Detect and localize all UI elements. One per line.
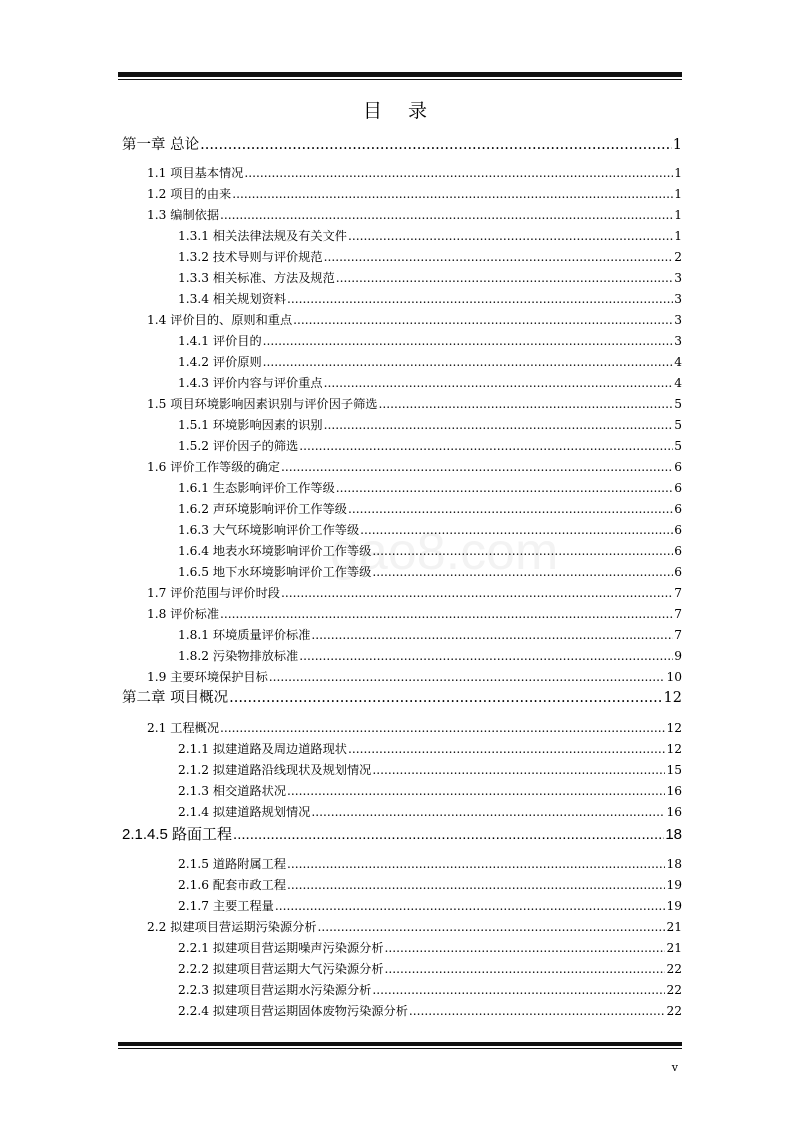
toc-leader-dots (281, 461, 673, 473)
toc-entry-page: 21 (666, 920, 682, 934)
toc-entry-label: 1.3.4 相关规划资料 (178, 292, 287, 306)
toc-leader-dots (299, 650, 673, 662)
toc-leader-dots (244, 167, 673, 179)
toc-entry[interactable] (178, 545, 682, 557)
footer-rule-thin (118, 1048, 682, 1049)
toc-leader-dots (324, 377, 674, 389)
toc-entry-label: 1.8.2 污染物排放标准 (178, 649, 299, 663)
toc-entry-page: 5 (674, 397, 682, 411)
toc-entry-page: 15 (666, 763, 682, 777)
toc-leader-dots (299, 440, 673, 452)
toc-entry[interactable] (178, 806, 682, 818)
toc-leader-dots (311, 806, 665, 818)
toc-entry-label: 2.1.5 道路附属工程 (178, 857, 287, 871)
toc-entry-label: 1.6.4 地表水环境影响评价工作等级 (178, 544, 372, 558)
toc-entry[interactable] (147, 587, 682, 599)
toc-entry-page: 6 (674, 544, 682, 558)
toc-entry-page: 22 (666, 962, 682, 976)
toc-entry-page: 7 (674, 628, 682, 642)
toc-entry-label: 1.5.2 评价因子的筛选 (178, 439, 299, 453)
toc-entry-label: 第一章 总论 (122, 137, 200, 153)
toc-entry[interactable] (178, 566, 682, 578)
toc-entry-page: 1 (674, 187, 682, 201)
toc-entry-label: 1.6 评价工作等级的确定 (147, 460, 280, 474)
toc-entry-label: 2.1.3 相交道路状况 (178, 784, 287, 798)
toc-entry-label: 1.3.1 相关法律法规及有关文件 (178, 229, 347, 243)
toc-entry-page: 7 (674, 607, 682, 621)
toc-entry-page: 6 (674, 481, 682, 495)
toc-leader-dots (336, 482, 673, 494)
toc-leader-dots (348, 230, 673, 242)
toc-leader-dots (372, 984, 665, 996)
toc-entry-page: 3 (674, 271, 682, 285)
toc-leader-dots (378, 398, 673, 410)
toc-entry-page: 12 (666, 721, 682, 735)
toc-entry-page: 12 (663, 690, 682, 706)
toc-entry-page: 18 (665, 826, 682, 843)
toc-leader-dots (385, 942, 666, 954)
toc-entry[interactable] (178, 1005, 682, 1017)
toc-entry-label: 1.5.1 环境影响因素的识别 (178, 418, 323, 432)
toc-leader-dots (287, 785, 665, 797)
toc-entry[interactable] (122, 138, 682, 153)
toc-entry-page: 10 (666, 670, 682, 684)
toc-entry-page: 4 (674, 376, 682, 390)
toc-entry[interactable] (122, 691, 682, 706)
toc-leader-dots (232, 188, 673, 200)
toc-entry-label: 1.9 主要环境保护目标 (147, 670, 268, 684)
toc-leader-dots (293, 314, 673, 326)
toc-entry[interactable] (147, 608, 682, 620)
toc-entry-label: 1.6.1 生态影响评价工作等级 (178, 481, 335, 495)
toc-entry-page: 19 (666, 899, 682, 913)
toc-leader-dots (372, 545, 673, 557)
toc-entry[interactable] (147, 398, 682, 410)
toc-entry[interactable] (178, 743, 682, 755)
toc-entry-label: 2.1 工程概况 (147, 721, 220, 735)
toc-entry-label: 1.2 项目的由来 (147, 187, 232, 201)
toc-entry-label: 2.2.2 拟建项目营运期大气污染源分析 (178, 962, 384, 976)
toc-entry-label: 1.1 项目基本情况 (147, 166, 244, 180)
toc-entry-page: 4 (674, 355, 682, 369)
toc-entry-page: 16 (666, 784, 682, 798)
toc-entry[interactable] (178, 272, 682, 284)
toc-leader-dots (269, 671, 666, 683)
toc-leader-dots (287, 293, 673, 305)
toc-entry[interactable] (178, 251, 682, 263)
toc-entry-page: 9 (674, 649, 682, 663)
toc-entry[interactable] (178, 879, 682, 891)
toc-entry-page: 22 (666, 1004, 682, 1018)
toc-entry-page: 1 (674, 208, 682, 222)
toc-entry[interactable] (178, 356, 682, 368)
toc-leader-dots (324, 419, 674, 431)
toc-entry-label: 2.2.1 拟建项目营运期噪声污染源分析 (178, 941, 384, 955)
footer-rule (118, 1042, 682, 1046)
toc-leader-dots (287, 858, 665, 870)
toc-leader-dots (263, 356, 674, 368)
toc-entry-page: 6 (674, 502, 682, 516)
toc-leader-dots (233, 827, 664, 842)
toc-leader-dots (360, 524, 673, 536)
toc-entry-label: 1.4 评价目的、原则和重点 (147, 313, 293, 327)
watermark: gao8.com (330, 523, 559, 581)
toc-entry[interactable] (178, 230, 682, 242)
toc-entry-page: 2 (674, 250, 682, 264)
toc-leader-dots (287, 879, 665, 891)
toc-entry-label: 2.1.7 主要工程量 (178, 899, 274, 913)
toc-entry[interactable] (147, 722, 682, 734)
toc-entry-label: 1.4.3 评价内容与评价重点 (178, 376, 323, 390)
toc-entry[interactable] (147, 209, 682, 221)
toc-entry-label: 1.3.2 技术导则与评价规范 (178, 250, 323, 264)
toc-leader-dots (263, 335, 674, 347)
toc-entry-label: 2.2 拟建项目营运期污染源分析 (147, 920, 317, 934)
toc-leader-dots (229, 691, 662, 706)
toc-entry[interactable] (178, 900, 682, 912)
toc-entry-label: 1.6.2 声环境影响评价工作等级 (178, 502, 347, 516)
toc-leader-dots (336, 272, 673, 284)
toc-entry[interactable] (147, 314, 682, 326)
toc-leader-dots (220, 608, 673, 620)
toc-leader-dots (220, 722, 665, 734)
toc-entry[interactable] (178, 503, 682, 515)
toc-entry-page: 19 (666, 878, 682, 892)
toc-entry-page: 21 (666, 941, 682, 955)
toc-entry[interactable] (178, 785, 682, 797)
toc-entry[interactable] (178, 524, 682, 536)
toc-entry[interactable] (178, 482, 682, 494)
toc-leader-dots (281, 587, 673, 599)
toc-entry[interactable] (147, 167, 682, 179)
toc-leader-dots (348, 503, 673, 515)
toc-entry-label: 2.1.2 拟建道路沿线现状及规划情况 (178, 763, 372, 777)
toc-entry-label: 1.4.1 评价目的 (178, 334, 262, 348)
toc-entry[interactable] (178, 963, 682, 975)
toc-entry-label: 1.5 项目环境影响因素识别与评价因子筛选 (147, 397, 378, 411)
toc-entry-label: 第二章 项目概况 (122, 690, 229, 706)
toc-entry-label: 2.1.4.5 路面工程 (122, 826, 233, 843)
toc-leader-dots (409, 1005, 666, 1017)
page-title: 目 录 (362, 100, 438, 122)
toc-entry-page: 6 (674, 523, 682, 537)
toc-entry-label: 1.8 评价标准 (147, 607, 220, 621)
toc-entry-page: 22 (666, 983, 682, 997)
toc-entry-label: 2.1.4 拟建道路规划情况 (178, 805, 311, 819)
toc-entry-page: 6 (674, 565, 682, 579)
toc-entry[interactable] (178, 293, 682, 305)
toc-entry-label: 1.3 编制依据 (147, 208, 220, 222)
toc-entry[interactable] (178, 440, 682, 452)
toc-entry-page: 5 (674, 439, 682, 453)
toc-leader-dots (318, 921, 666, 933)
toc-entry[interactable] (147, 671, 682, 683)
toc-entry[interactable] (122, 827, 682, 842)
toc-leader-dots (311, 629, 673, 641)
toc-leader-dots (372, 566, 673, 578)
toc-entry-label: 1.6.3 大气环境影响评价工作等级 (178, 523, 360, 537)
toc-entry-page: 1 (672, 137, 682, 153)
toc-entry[interactable] (178, 984, 682, 996)
toc-entry-label: 1.7 评价范围与评价时段 (147, 586, 280, 600)
toc-entry-label: 2.1.6 配套市政工程 (178, 878, 287, 892)
toc-entry-page: 5 (674, 418, 682, 432)
toc-entry-label: 2.2.3 拟建项目营运期水污染源分析 (178, 983, 372, 997)
toc-entry[interactable] (178, 764, 682, 776)
toc-entry-label: 1.3.3 相关标准、方法及规范 (178, 271, 335, 285)
toc-leader-dots (275, 900, 666, 912)
toc-entry[interactable] (178, 377, 682, 389)
toc-leader-dots (200, 138, 672, 153)
toc-entry-page: 3 (674, 292, 682, 306)
toc-entry-label: 1.4.2 评价原则 (178, 355, 262, 369)
toc-entry[interactable] (147, 188, 682, 200)
toc-entry[interactable] (147, 461, 682, 473)
toc-entry[interactable] (178, 335, 682, 347)
toc-entry-label: 2.2.4 拟建项目营运期固体废物污染源分析 (178, 1004, 408, 1018)
toc-entry-page: 16 (666, 805, 682, 819)
toc-entry[interactable] (178, 858, 682, 870)
toc-leader-dots (385, 963, 666, 975)
toc-leader-dots (348, 743, 666, 755)
page-number: v (671, 1061, 678, 1074)
toc-entry[interactable] (178, 942, 682, 954)
toc-entry[interactable] (178, 629, 682, 641)
toc-leader-dots (220, 209, 673, 221)
toc-entry-page: 18 (666, 857, 682, 871)
toc-leader-dots (324, 251, 674, 263)
toc-entry[interactable] (178, 419, 682, 431)
toc-entry-label: 1.8.1 环境质量评价标准 (178, 628, 311, 642)
toc-leader-dots (372, 764, 665, 776)
toc-entry[interactable] (147, 921, 682, 933)
toc-entry-page: 1 (674, 166, 682, 180)
toc-entry-page: 12 (666, 742, 682, 756)
toc-entry-page: 3 (674, 313, 682, 327)
toc-entry-label: 2.1.1 拟建道路及周边道路现状 (178, 742, 347, 756)
toc-entry-label: 1.6.5 地下水环境影响评价工作等级 (178, 565, 372, 579)
toc-entry[interactable] (178, 650, 682, 662)
toc-entry-page: 1 (674, 229, 682, 243)
toc-entry-page: 7 (674, 586, 682, 600)
toc-entry-page: 3 (674, 334, 682, 348)
toc-entry-page: 6 (674, 460, 682, 474)
